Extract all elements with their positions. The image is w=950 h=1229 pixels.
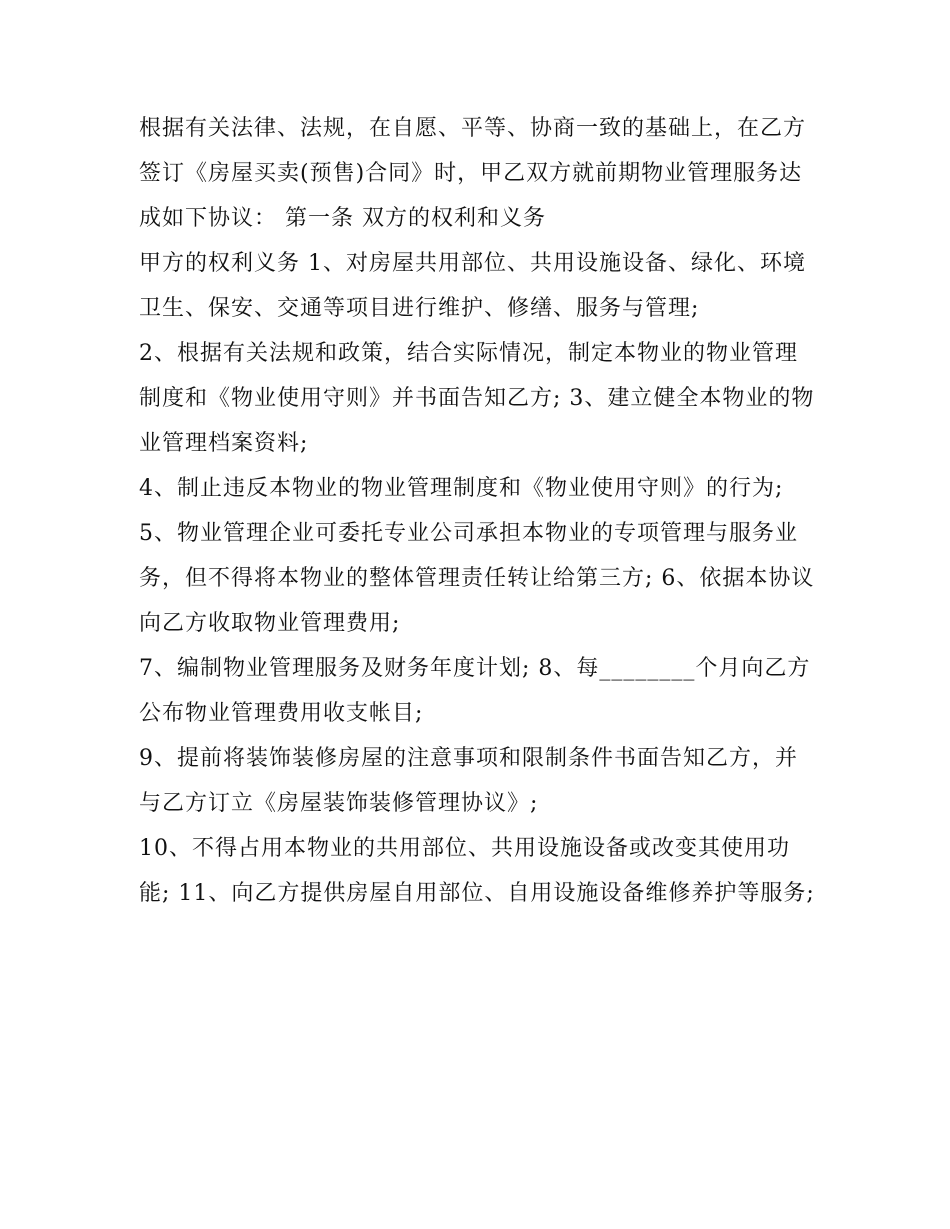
- paragraph-items-7-8: 7、编制物业管理服务及财务年度计划; 8、每________个月向乙方公布物业管理费用收支帐目;: [139, 656, 811, 726]
- document-body: [139, 106, 819, 916]
- paragraph-item-4: 4、制止违反本物业的物业管理制度和《物业使用守则》的行为;: [139, 476, 784, 501]
- paragraph-party-a-item-1: 甲方的权利义务 1、对房屋共用部位、共用设施设备、绿化、环境卫生、保安、交通等项目进行维护、修缮、服务与管理;: [139, 251, 806, 321]
- paragraph-items-2-3: 2、根据有关法规和政策，结合实际情况，制定本物业的物业管理制度和《物业使用守则》并书面告知乙方; 3、建立健全本物业的物业管理档案资料;: [139, 341, 815, 456]
- paragraph-items-10-11: 10、不得占用本物业的共用部位、共用设施设备或改变其使用功能; 11、向乙方提供房屋自用部位、自用设施设备维修养护等服务;: [139, 836, 815, 906]
- paragraph-items-5-6: 5、物业管理企业可委托专业公司承担本物业的专项管理与服务业务，但不得将本物业的整体管理责任转让给第三方; 6、依据本协议向乙方收取物业管理费用;: [139, 521, 815, 636]
- paragraph-preamble: 根据有关法律、法规，在自愿、平等、协商一致的基础上，在乙方签订《房屋买卖(预售)合同》时，甲乙双方就前期物业管理服务达成如下协议： 第一条 双方的权利和义务: [139, 116, 807, 231]
- paragraph-item-9: 9、提前将装饰装修房屋的注意事项和限制条件书面告知乙方，并与乙方订立《房屋装饰装修管理协议》;: [139, 746, 798, 816]
